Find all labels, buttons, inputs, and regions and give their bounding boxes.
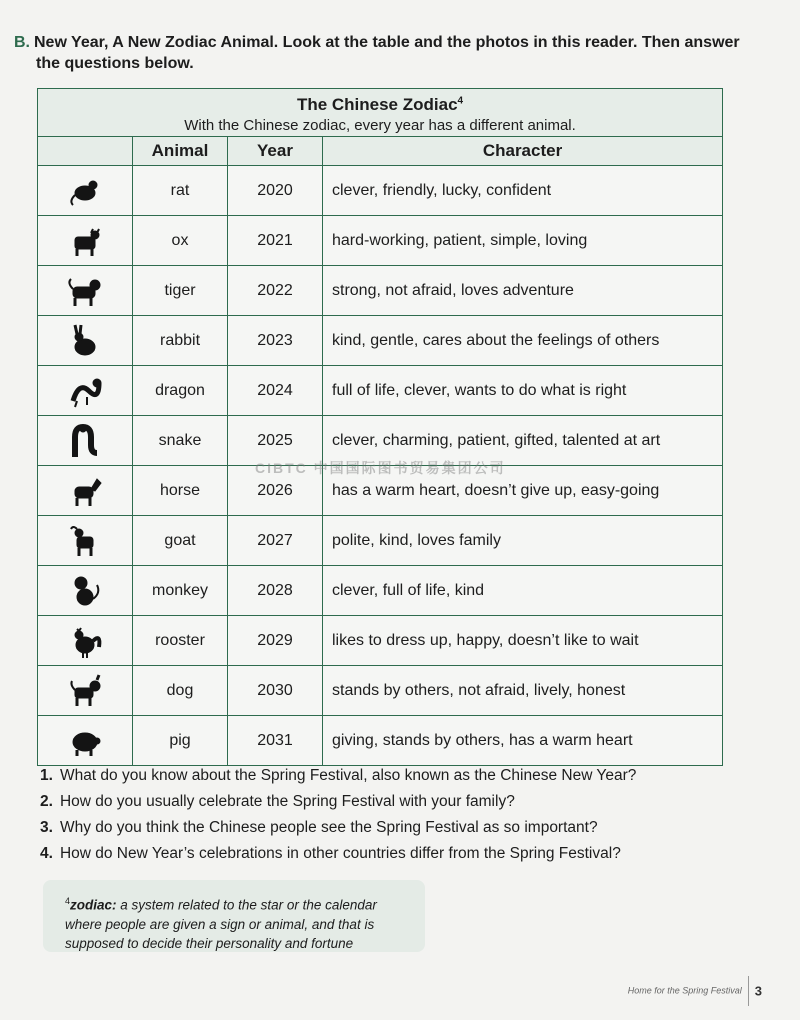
row-icon-cell: [38, 666, 133, 716]
character-cell: clever, full of life, kind: [323, 566, 723, 616]
section-instructions-line1: New Year, A New Zodiac Animal. Look at the table and the photos in this reader. Then answer: [34, 34, 740, 51]
row-icon-cell: [38, 266, 133, 316]
row-icon-cell: [38, 166, 133, 216]
year-cell: 2029: [228, 616, 323, 666]
footnote-marker: 4: [65, 896, 71, 906]
tiger-icon: [67, 273, 103, 309]
year-cell: 2020: [228, 166, 323, 216]
table-row: [38, 266, 723, 316]
character-cell: polite, kind, loves family: [323, 516, 723, 566]
row-icon-cell: [38, 566, 133, 616]
character-cell: likes to dress up, happy, doesn’t like to wait: [323, 616, 723, 666]
rat-icon: [67, 173, 103, 209]
questions-list: [40, 763, 760, 867]
table-header-row: [38, 137, 723, 166]
table-row: [38, 166, 723, 216]
question-text: How do you usually celebrate the Spring Festival with your family?: [59, 793, 515, 810]
footnote-text: a system related to the star or the calendar where people are given a sign or animal, and that is supposed to decide their personality and fortune: [65, 897, 377, 951]
question-item: [40, 763, 760, 789]
animal-cell: dragon: [133, 366, 228, 416]
character-cell: stands by others, not afraid, lively, honest: [323, 666, 723, 716]
goat-icon: [67, 523, 103, 559]
question-number: 2.: [40, 793, 53, 810]
table-row: [38, 616, 723, 666]
character-cell: has a warm heart, doesn’t give up, easy-going: [323, 466, 723, 516]
character-cell: kind, gentle, cares about the feelings of others: [323, 316, 723, 366]
year-cell: 2025: [228, 416, 323, 466]
section-instructions-line2: the questions below.: [36, 55, 194, 72]
row-icon-cell: [38, 216, 133, 266]
year-cell: 2028: [228, 566, 323, 616]
question-item: [40, 841, 760, 867]
year-cell: 2021: [228, 216, 323, 266]
header-year: Year: [228, 137, 323, 166]
question-number: 4.: [40, 845, 53, 862]
animal-cell: ox: [133, 216, 228, 266]
row-icon-cell: [38, 616, 133, 666]
table-subtitle: With the Chinese zodiac, every year has a different animal.: [184, 117, 576, 134]
year-cell: 2026: [228, 466, 323, 516]
character-cell: strong, not afraid, loves adventure: [323, 266, 723, 316]
page-footer: [628, 976, 762, 1006]
table-row: [38, 216, 723, 266]
character-cell: clever, friendly, lucky, confident: [323, 166, 723, 216]
animal-cell: tiger: [133, 266, 228, 316]
animal-cell: goat: [133, 516, 228, 566]
animal-cell: dog: [133, 666, 228, 716]
table-row: [38, 666, 723, 716]
header-animal: Animal: [133, 137, 228, 166]
animal-cell: pig: [133, 716, 228, 766]
animal-cell: rat: [133, 166, 228, 216]
table-title: The Chinese Zodiac$^4$: [296, 95, 464, 114]
animal-cell: rooster: [133, 616, 228, 666]
character-cell: hard-working, patient, simple, loving: [323, 216, 723, 266]
horse-icon: [67, 473, 103, 509]
header-character: Character: [323, 137, 723, 166]
zodiac-table: [37, 88, 723, 766]
row-icon-cell: [38, 716, 133, 766]
question-item: [40, 815, 760, 841]
year-cell: 2022: [228, 266, 323, 316]
character-cell: clever, charming, patient, gifted, talented at art: [323, 416, 723, 466]
character-cell: full of life, clever, wants to do what is right: [323, 366, 723, 416]
rabbit-icon: [67, 323, 103, 359]
question-text: How do New Year’s celebrations in other countries differ from the Spring Festival?: [59, 845, 621, 862]
row-icon-cell: [38, 416, 133, 466]
year-cell: 2030: [228, 666, 323, 716]
character-cell: giving, stands by others, has a warm heart: [323, 716, 723, 766]
footnote-box: [43, 880, 425, 952]
table-row: [38, 566, 723, 616]
table-row: [38, 366, 723, 416]
row-icon-cell: [38, 516, 133, 566]
dragon-icon: [67, 373, 103, 409]
table-title-cell: [38, 89, 723, 137]
table-row: [38, 716, 723, 766]
table-row: [38, 316, 723, 366]
year-cell: 2027: [228, 516, 323, 566]
watermark: CIBTC 中国国际图书贸易集团公司: [255, 460, 506, 476]
monkey-icon: [67, 573, 103, 609]
dog-icon: [67, 673, 103, 709]
year-cell: 2024: [228, 366, 323, 416]
page-number: 3: [754, 983, 762, 999]
header-icon-blank: [38, 137, 133, 166]
question-number: 3.: [40, 819, 53, 836]
footnote-keyword: zodiac:: [70, 897, 117, 913]
question-number: 1.: [40, 767, 53, 784]
question-item: [40, 789, 760, 815]
row-icon-cell: [38, 466, 133, 516]
footer-divider: [748, 976, 749, 1006]
year-cell: 2023: [228, 316, 323, 366]
year-cell: 2031: [228, 716, 323, 766]
rooster-icon: [67, 623, 103, 659]
section-letter: B.: [14, 34, 30, 51]
table-row: [38, 516, 723, 566]
animal-cell: monkey: [133, 566, 228, 616]
animal-cell: rabbit: [133, 316, 228, 366]
row-icon-cell: [38, 366, 133, 416]
section-heading: [14, 32, 774, 74]
pig-icon: [67, 723, 103, 759]
snake-icon: [67, 423, 103, 459]
animal-cell: snake: [133, 416, 228, 466]
animal-cell: horse: [133, 466, 228, 516]
question-text: What do you know about the Spring Festival, also known as the Chinese New Year?: [59, 767, 637, 784]
ox-icon: [67, 223, 103, 259]
row-icon-cell: [38, 316, 133, 366]
footer-book-title: Home for the Spring Festival: [627, 985, 742, 996]
question-text: Why do you think the Chinese people see the Spring Festival as so important?: [59, 819, 598, 836]
